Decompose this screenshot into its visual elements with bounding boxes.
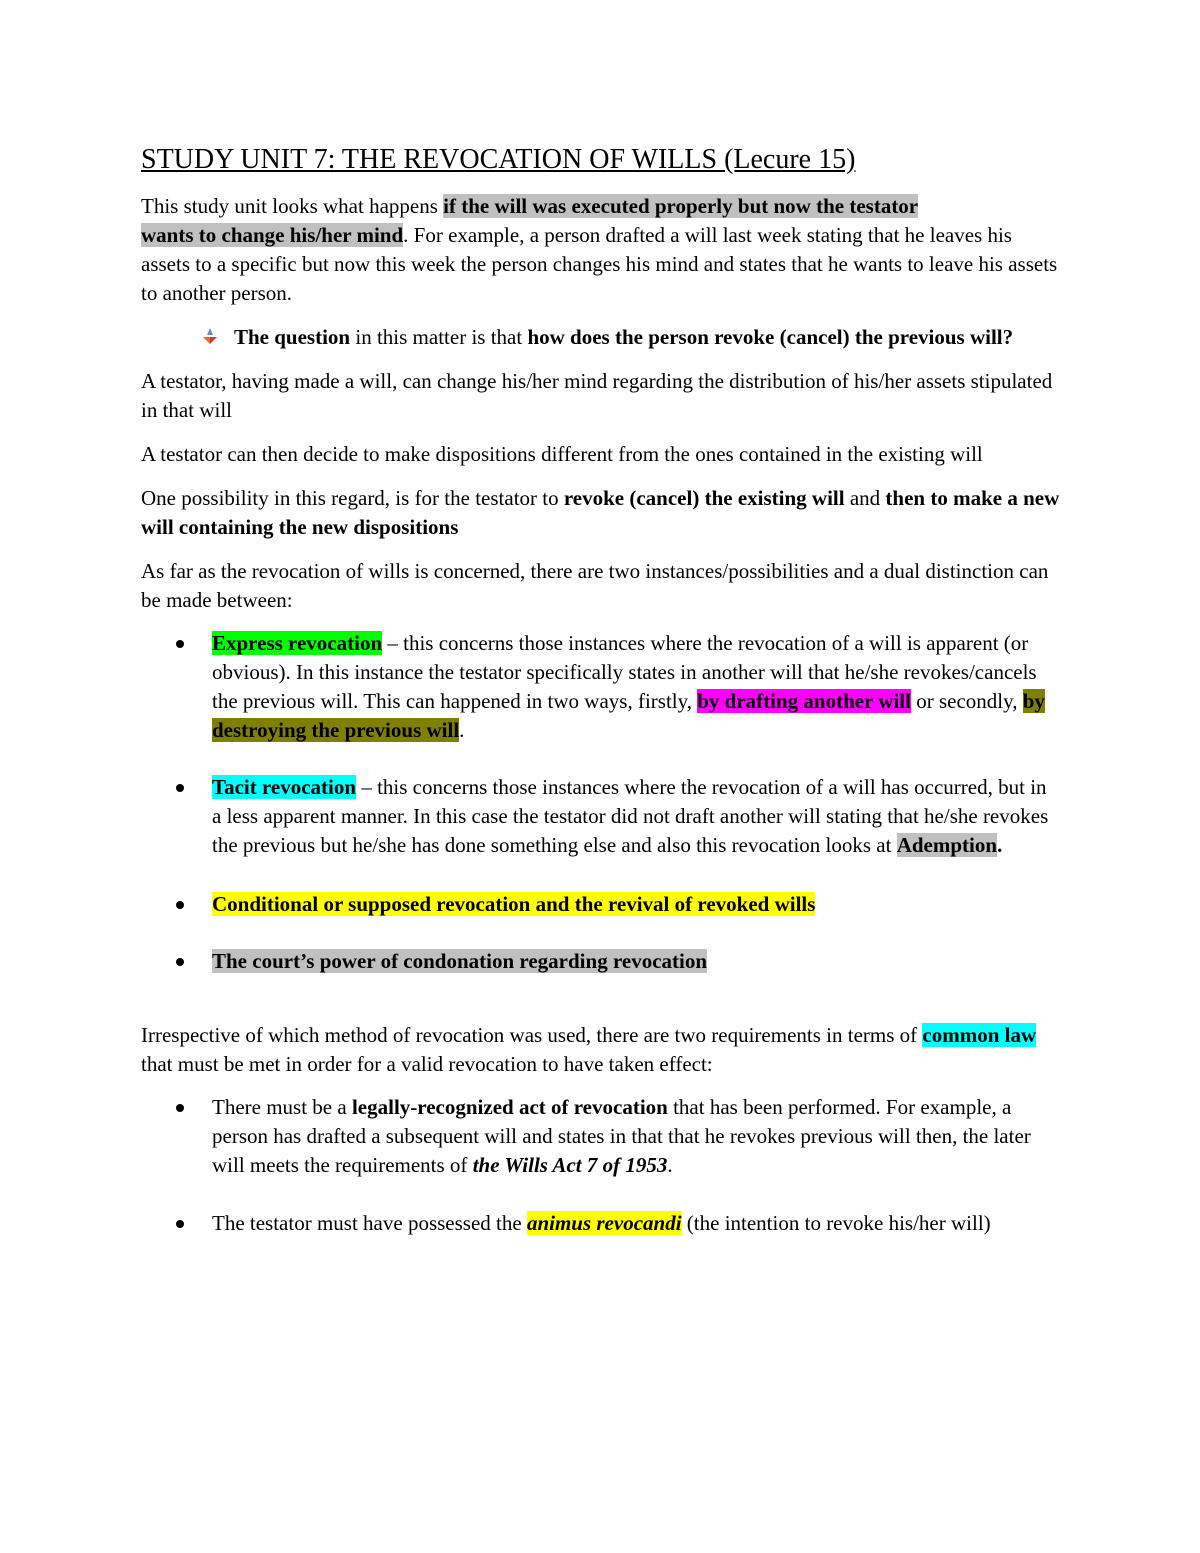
bullet-dot-icon <box>176 901 184 909</box>
document-body <box>141 140 1061 1238</box>
paragraph-requirements <box>141 1021 1061 1079</box>
possibility-bold-2: then to make a new will containing the new dispositions <box>141 486 1060 539</box>
requirements-text: Irrespective of which method of revocation was used, there are two requirements in terms of <box>141 1023 923 1047</box>
requirement-act-text-2: that has been performed. For example, a person has drafted a subsequent will and states in that that he revokes previous will then, the later will meets the requirements of <box>212 1095 1031 1177</box>
condonation-label: The court’s power of condonation regarding revocation <box>212 949 708 973</box>
question-text: in this matter is that <box>350 325 528 349</box>
question-emphasis: how does the person revoke (cancel) the previous will? <box>527 325 1014 349</box>
possibility-bold-1: revoke (cancel) the existing will <box>563 486 845 510</box>
requirement-animus-text-2: (the intention to revoke his/her will) <box>681 1211 991 1235</box>
list-item-express <box>141 629 1061 745</box>
list-item-conditional <box>141 890 1061 919</box>
express-text-3: . <box>459 718 465 742</box>
paragraph-dispositions: A testator can then decide to make dispositions different from the ones contained in the existing will <box>141 442 983 466</box>
bullet-dot-icon <box>176 640 184 648</box>
list-item-requirement-act <box>141 1093 1061 1180</box>
tacit-highlight-ademption: Ademption <box>896 833 998 857</box>
requirement-act-text: There must be a <box>212 1095 352 1119</box>
revocation-types-list <box>141 629 1061 976</box>
animus-revocandi-highlight: animus revocandi <box>526 1211 682 1235</box>
arrow-bullet-icon <box>201 327 219 345</box>
intro-text: This study unit looks what happens <box>141 194 444 218</box>
requirement-animus-text: The testator must have possessed the <box>212 1211 527 1235</box>
question-lead: The question <box>234 325 351 349</box>
list-item-tacit <box>141 773 1061 860</box>
conditional-revocation-label: Conditional or supposed revocation and the revival of revoked wills <box>212 892 816 916</box>
intro-highlight-2: wants to change his/her mind <box>141 223 404 247</box>
intro-paragraph <box>141 192 1061 308</box>
paragraph-distinction: As far as the revocation of wills is concerned, there are two instances/possibilities and a dual distinction can be made between: <box>141 559 1049 612</box>
list-item-condonation <box>141 947 1061 976</box>
tacit-text: – this concerns those instances where the revocation of a will has occurred, but in a less apparent manner. In this case the testator did not draft another will stating that he/she revokes the previous but he/she has done something else and also this revocation looks at <box>212 775 1049 857</box>
wills-act-reference: the Wills Act 7 of 1953 <box>472 1153 668 1177</box>
paragraph-possibility <box>141 484 1061 542</box>
express-text-2: or secondly, <box>910 689 1023 713</box>
requirement-act-text-3: . <box>667 1153 673 1177</box>
express-text: – this concerns those instances where the revocation of a will is apparent (or obvious). In this instance the testator specifically states in another will that he/she revokes/cancels the previous will. This can happened in two ways, firstly, <box>212 631 1037 713</box>
bullet-dot-icon <box>176 1220 184 1228</box>
question-item <box>141 323 1061 352</box>
requirement-act-bold: legally-recognized act of revocation <box>351 1095 668 1119</box>
tacit-revocation-label: Tacit revocation <box>212 775 357 799</box>
express-revocation-label: Express revocation <box>212 631 383 655</box>
possibility-text-2: and <box>844 486 886 510</box>
express-highlight-drafting: by drafting another will <box>697 689 911 713</box>
intro-text-2: . For example, a person drafted a will last week stating that he leaves his assets to a specific but now this week the person changes his mind and states that he wants to leave his assets to another person. <box>141 223 1058 305</box>
bullet-dot-icon <box>176 958 184 966</box>
possibility-text: One possibility in this regard, is for the testator to <box>141 486 564 510</box>
list-item-requirement-animus <box>141 1209 1061 1238</box>
page-title: STUDY UNIT 7: THE REVOCATION OF WILLS (Lecure 15) <box>141 144 856 175</box>
requirements-text-2: that must be met in order for a valid revocation to have taken effect: <box>141 1052 713 1076</box>
bullet-dot-icon <box>176 1104 184 1112</box>
common-law-highlight: common law <box>922 1023 1037 1047</box>
intro-highlight-1: if the will was executed properly but now the testator <box>443 194 919 218</box>
express-highlight-destroying: by destroying the previous will <box>212 689 1045 742</box>
bullet-dot-icon <box>176 784 184 792</box>
tacit-text-2: . <box>997 833 1003 857</box>
requirements-list <box>141 1093 1061 1238</box>
paragraph-change-mind: A testator, having made a will, can change his/her mind regarding the distribution of his/her assets stipulated in that will <box>141 369 1053 422</box>
